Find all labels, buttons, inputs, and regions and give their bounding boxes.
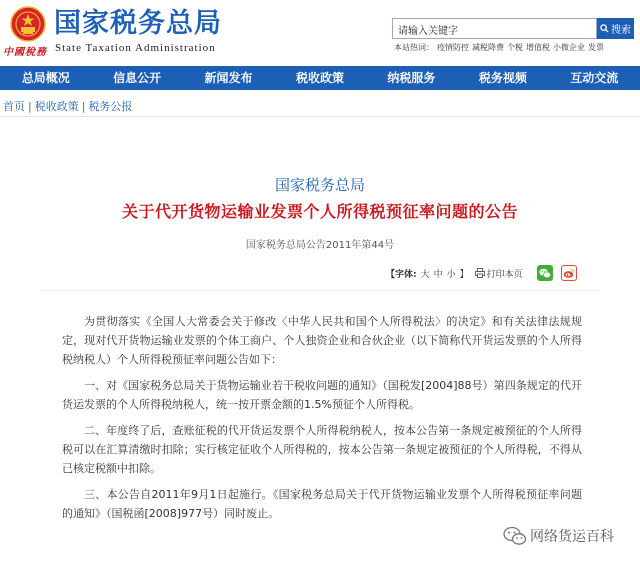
nav-item-overview[interactable]: 总局概况 xyxy=(21,71,70,85)
article-paragraph: 二、年度终了后，查账征税的代开货运发票个人所得税纳税人，按本公告第一条规定被预征的个人所得税可以在汇算清缴时扣除；实行核定征收个人所得税的，按本公告第一条规定被预征的个人所得税，不得从已核定税额中扣除。 xyxy=(62,424,582,475)
article-title: 关于代开货物运输业发票个人所得税预征率问题的公告 xyxy=(121,202,518,221)
font-size-bracket: 】 xyxy=(459,269,469,280)
nav-item-interaction[interactable]: 互动交流 xyxy=(570,71,619,85)
search-icon xyxy=(600,24,609,33)
site-subtitle: State Taxation Administration xyxy=(55,42,216,54)
hot-term[interactable]: 发票 xyxy=(588,43,604,52)
weibo-icon xyxy=(563,268,575,279)
hot-term[interactable]: 疫情防控 xyxy=(437,43,469,52)
font-size-large[interactable]: 大 xyxy=(420,269,430,280)
wechat-icon xyxy=(539,268,551,279)
site-header xyxy=(0,0,640,66)
search-box xyxy=(392,18,597,39)
tools-divider xyxy=(40,290,600,291)
article-paragraph: 一、对《国家税务总局关于货物运输业若干税收问题的通知》（国税发[2004]88号）第四条规定的代开货运发票的个人所得税纳税人，统一按开票金额的1.5%预征个人所得税。 xyxy=(62,379,582,411)
wechat-watermark-icon xyxy=(503,526,527,546)
nav-item-news[interactable]: 新闻发布 xyxy=(204,71,253,85)
nav-item-tax-policy[interactable]: 税收政策 xyxy=(295,71,344,85)
watermark-text: 网络货运百科 xyxy=(530,529,614,545)
breadcrumb-tax-bulletin[interactable]: 税务公报 xyxy=(88,100,133,113)
watermark xyxy=(503,526,614,546)
hot-terms-label: 本站热词： xyxy=(394,43,434,52)
breadcrumb-tax-policy[interactable]: 税收政策 xyxy=(34,100,79,113)
article-body xyxy=(62,312,582,530)
breadcrumb-divider xyxy=(0,116,640,117)
nav-item-taxpayer-service[interactable]: 纳税服务 xyxy=(387,71,436,85)
print-icon[interactable] xyxy=(475,268,485,278)
breadcrumb-separator: | xyxy=(81,100,86,113)
print-link[interactable]: 打印本页 xyxy=(486,269,523,280)
breadcrumb-separator: | xyxy=(28,100,32,113)
wechat-share-button[interactable] xyxy=(537,265,553,281)
search-button[interactable] xyxy=(597,18,634,39)
article-paragraph: 三、本公告自2011年9月1日起施行。《国家税务总局关于代开货物运输业发票个人所得税预征率问题的通知》（国税函[2008]977号）同时废止。 xyxy=(62,488,582,520)
font-size-label: 【字体: xyxy=(386,269,417,280)
article-org: 国家税务总局 xyxy=(274,176,365,194)
breadcrumb-home[interactable]: 首页 xyxy=(3,100,25,113)
search-button-label: 搜索 xyxy=(611,25,631,36)
article-doc-number: 国家税务总局公告2011年第44号 xyxy=(245,240,395,251)
emblem-caption: 中國稅務 xyxy=(3,47,47,58)
font-size-medium[interactable]: 中 xyxy=(433,269,443,280)
hot-term[interactable]: 小微企业 xyxy=(553,43,585,52)
hot-term[interactable]: 减税降费 xyxy=(472,43,504,52)
national-emblem-icon xyxy=(10,6,46,42)
weibo-share-button[interactable] xyxy=(561,265,577,281)
main-nav xyxy=(0,66,640,90)
hot-term[interactable]: 增值税 xyxy=(526,43,550,52)
article-paragraph: 为贯彻落实《全国人大常委会关于修改〈中华人民共和国个人所得税法〉的决定》和有关法律法规规定，现对代开货物运输业发票的个体工商户、个人独资企业和合伙企业（以下简称代开货运发票的个人所得税纳税人）个人所得税预征率问题公告如下： xyxy=(62,315,582,366)
search-input[interactable] xyxy=(393,22,596,41)
font-size-small[interactable]: 小 xyxy=(446,269,456,280)
hot-term[interactable]: 个税 xyxy=(507,43,523,52)
hot-terms xyxy=(394,42,607,53)
nav-item-tax-video[interactable]: 税务视频 xyxy=(478,71,527,85)
site-title[interactable]: 国家税务总局 xyxy=(54,8,222,39)
nav-item-info-disclosure[interactable]: 信息公开 xyxy=(113,71,162,85)
article-tools xyxy=(386,265,577,281)
breadcrumb xyxy=(3,98,132,114)
